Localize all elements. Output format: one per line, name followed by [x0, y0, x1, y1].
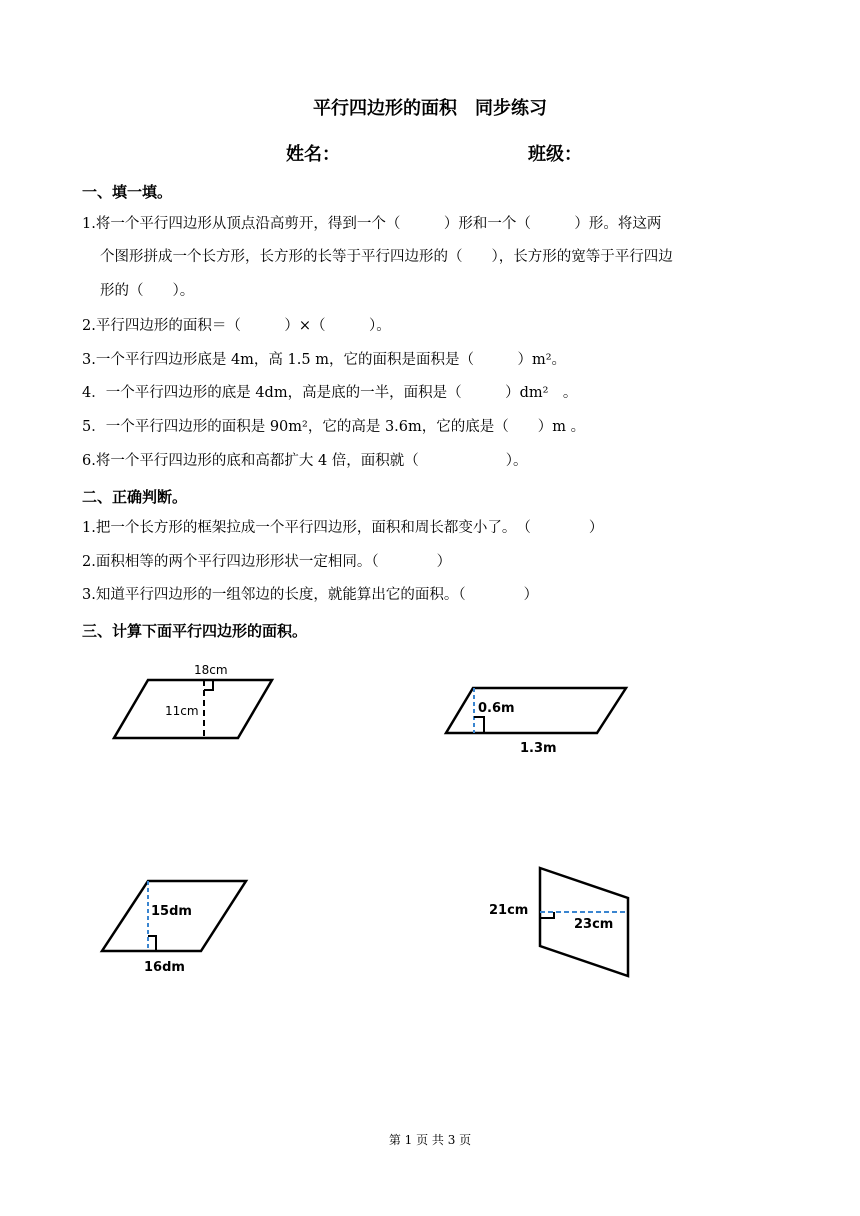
fig4-height-label: 23cm	[574, 917, 614, 932]
name-label: 姓名：	[286, 144, 340, 165]
s1-q4: 4．一个平行四边形的底是 4dm，高是底的一半，面积是（ ）dm² 。	[82, 385, 578, 401]
s2-q2: 2.面积相等的两个平行四边形形状一定相同。（ ）	[82, 554, 452, 570]
parallelogram-figure-2	[440, 680, 640, 760]
class-label: 班级：	[528, 144, 582, 165]
fig1-right-angle	[204, 680, 213, 690]
s2-q1: 1.把一个长方形的框架拉成一个平行四边形，面积和周长都变小了。 （ ）	[82, 520, 604, 536]
s1-q6: 6.将一个平行四边形的底和高都扩大 4 倍，面积就（ ）。	[82, 453, 528, 469]
page-title: 平行四边形的面积 同步练习	[313, 98, 547, 119]
parallelogram-figure-4	[486, 862, 636, 982]
section1-heading: 一、填一填。	[82, 183, 173, 201]
fig3-base-label: 16dm	[144, 960, 185, 975]
section3-heading: 三、计算下面平行四边形的面积。	[82, 622, 308, 640]
fig3-right-angle	[148, 936, 156, 951]
s2-q3: 3.知道平行四边形的一组邻边的长度，就能算出它的面积。（ ）	[82, 587, 539, 603]
s1-q2: 2.平行四边形的面积＝（ ）×（ ）。	[82, 318, 391, 334]
fig1-base-label: 18cm	[194, 663, 228, 677]
s1-q1-line1: 1.将一个平行四边形从顶点沿高剪开，得到一个（ ）形和一个（ ）形。将这两	[82, 216, 662, 232]
s1-q1-line3: 形的（ ）。	[100, 283, 195, 299]
fig1-height-label: 11cm	[165, 704, 199, 718]
s1-q1-line2: 个图形拼成一个长方形，长方形的长等于平行四边形的（ ），长方形的宽等于平行四边	[100, 249, 673, 265]
parallelogram-figure-1	[100, 658, 290, 748]
page-footer: 第 1 页 共 3 页	[388, 1133, 472, 1147]
s1-q5: 5．一个平行四边形的面积是 90m²，它的高是 3.6m，它的底是（ ）m 。	[82, 419, 586, 435]
fig4-side-label: 21cm	[489, 903, 529, 918]
parallelogram-figure-3	[96, 872, 256, 982]
fig3-height-label: 15dm	[151, 904, 192, 919]
fig2-base-label: 1.3m	[520, 741, 557, 756]
section2-heading: 二、正确判断。	[82, 488, 188, 506]
fig2-right-angle	[474, 717, 484, 733]
fig2-height-label: 0.6m	[478, 701, 515, 716]
s1-q3: 3.一个平行四边形底是 4m，高 1.5 m，它的面积是面积是（ ）m²。	[82, 352, 567, 368]
